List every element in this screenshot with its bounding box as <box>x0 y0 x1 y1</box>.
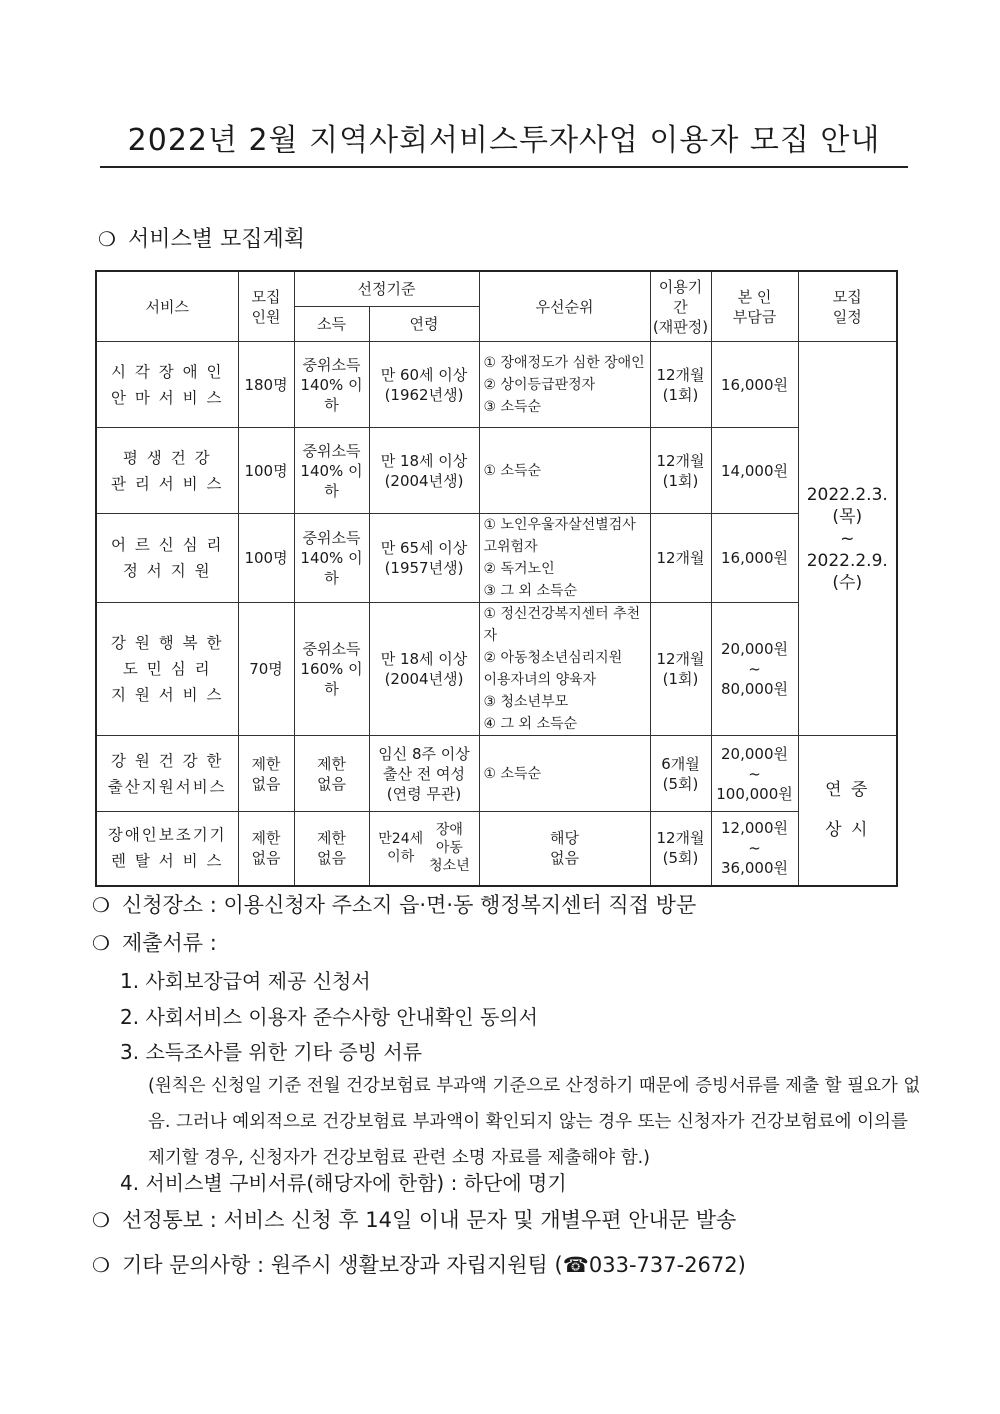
recruit-count: 70명 <box>238 603 294 736</box>
selection-notice: ❍ 선정통보 : 서비스 신청 후 14일 이내 문자 및 개별우편 안내문 발송 <box>92 1205 922 1235</box>
schedule-period: 2022.2.3. (목) ~ 2022.2.9. (수) <box>798 342 897 736</box>
income-criteria: 제한 없음 <box>294 812 369 886</box>
service-name: 장애인보조기기 렌 탈 서 비 스 <box>96 812 238 886</box>
circle-bullet-icon: ❍ <box>92 1253 110 1277</box>
recruit-count: 제한 없음 <box>238 736 294 812</box>
income-criteria: 제한 없음 <box>294 736 369 812</box>
self-pay: 16,000원 <box>711 514 798 603</box>
self-pay: 12,000원 ~ 36,000원 <box>711 812 798 886</box>
usage-period: 12개월 <box>650 514 711 603</box>
income-criteria: 중위소득 160% 이하 <box>294 603 369 736</box>
table-row <box>96 603 897 736</box>
doc-item: 4. 서비스별 구비서류(해당자에 한함) : 하단에 명기 <box>120 1171 567 1195</box>
circle-bullet-icon: ❍ <box>92 1208 110 1232</box>
usage-period: 12개월 (1회) <box>650 428 711 514</box>
contact-info: ❍ 기타 문의사항 : 원주시 생활보장과 자립지원팀 (☎033-737-2672) <box>92 1250 922 1280</box>
self-pay: 16,000원 <box>711 342 798 428</box>
self-pay: 20,000원 ~ 100,000원 <box>711 736 798 812</box>
section-heading: ❍ 서비스별 모집계획 <box>98 222 305 257</box>
header-count: 모집 인원 <box>238 271 294 342</box>
table-row <box>96 514 897 603</box>
self-pay: 20,000원 ~ 80,000원 <box>711 603 798 736</box>
priority: ① 장애정도가 심한 장애인 ② 상이등급판정자 ③ 소득순 <box>479 342 650 428</box>
income-criteria: 중위소득 140% 이하 <box>294 514 369 603</box>
header-age: 연령 <box>369 307 479 342</box>
doc-item: 3. 소득조사를 위한 기타 증빙 서류 <box>120 1040 423 1064</box>
priority: ① 소득순 <box>479 736 650 812</box>
docs-heading: ❍ 제출서류 : <box>92 928 922 958</box>
priority: ① 소득순 <box>479 428 650 514</box>
age-criteria: 임신 8주 이상 출산 전 여성 (연령 무관) <box>369 736 479 812</box>
header-period: 이용기간 (재판정) <box>650 271 711 342</box>
usage-period: 6개월 (5회) <box>650 736 711 812</box>
header-priority: 우선순위 <box>479 271 650 342</box>
circle-bullet-icon: ❍ <box>92 931 110 955</box>
circle-bullet-icon: ❍ <box>98 227 116 251</box>
usage-period: 12개월 (1회) <box>650 342 711 428</box>
recruitment-table <box>95 270 898 887</box>
table-row <box>96 812 897 886</box>
doc-item: 2. 사회서비스 이용자 준수사항 안내확인 동의서 <box>120 1005 538 1029</box>
service-name: 시 각 장 애 인 안 마 서 비 스 <box>96 342 238 428</box>
income-criteria: 중위소득 140% 이하 <box>294 428 369 514</box>
age-criteria: 만 60세 이상 (1962년생) <box>369 342 479 428</box>
header-income: 소득 <box>294 307 369 342</box>
recruit-count: 180명 <box>238 342 294 428</box>
income-criteria: 중위소득 140% 이하 <box>294 342 369 428</box>
page-title: 2022년 2월 지역사회서비스투자사업 이용자 모집 안내 <box>100 120 908 168</box>
service-name: 어 르 신 심 리 정 서 지 원 <box>96 514 238 603</box>
table-row <box>96 736 897 812</box>
priority: ① 정신건강복지센터 추천자 ② 아동청소년심리지원 이용자녀의 양육자 ③ 청소년부모 ④ 그 외 소득순 <box>479 603 650 736</box>
usage-period: 12개월 (5회) <box>650 812 711 886</box>
table-row <box>96 342 897 428</box>
age-limit: 만24세 이하 <box>378 831 424 866</box>
self-pay: 14,000원 <box>711 428 798 514</box>
recruit-count: 100명 <box>238 514 294 603</box>
docs-note: (원칙은 신청일 기준 전월 건강보험료 부과액 기준으로 산정하기 때문에 증빙서류를 제출 할 필요가 없음. 그러나 예외적으로 건강보험료 부과액이 확인되지 않는 경우 또는 신청자가 건강보험료에 이의를 제기할 경우, 신청자가 건강보험료 관련 소명 자료를 제출해야 함.) <box>148 1076 921 1168</box>
service-name: 강 원 행 복 한 도 민 심 리 지 원 서 비 스 <box>96 603 238 736</box>
priority: 해당 없음 <box>479 812 650 886</box>
schedule-always: 연 중 상 시 <box>798 736 897 886</box>
apply-place: ❍ 신청장소 : 이용신청자 주소지 읍·면·동 행정복지센터 직접 방문 <box>92 890 922 920</box>
priority: ① 노인우울자살선별검사 고위험자 ② 독거노인 ③ 그 외 소득순 <box>479 514 650 603</box>
phone-icon: ☎ <box>562 1253 589 1277</box>
header-criteria: 선정기준 <box>294 271 479 307</box>
age-criteria: 만 65세 이상 (1957년생) <box>369 514 479 603</box>
table-row <box>96 428 897 514</box>
circle-bullet-icon: ❍ <box>92 893 110 917</box>
header-service: 서비스 <box>96 271 238 342</box>
header-fee: 본 인 부담금 <box>711 271 798 342</box>
recruit-count: 100명 <box>238 428 294 514</box>
age-criteria: 만 18세 이상 (2004년생) <box>369 428 479 514</box>
recruit-count: 제한 없음 <box>238 812 294 886</box>
header-schedule: 모집 일정 <box>798 271 897 342</box>
age-criteria <box>369 812 479 886</box>
age-criteria: 만 18세 이상 (2004년생) <box>369 603 479 736</box>
service-name: 강 원 건 강 한 출산지원서비스 <box>96 736 238 812</box>
service-name: 평 생 건 강 관 리 서 비 스 <box>96 428 238 514</box>
contact-phone: 033-737-2672) <box>588 1253 746 1277</box>
usage-period: 12개월 (1회) <box>650 603 711 736</box>
doc-item: 1. 사회보장급여 제공 신청서 <box>120 969 371 993</box>
target-group: 장애 아동 청소년 <box>429 822 470 875</box>
